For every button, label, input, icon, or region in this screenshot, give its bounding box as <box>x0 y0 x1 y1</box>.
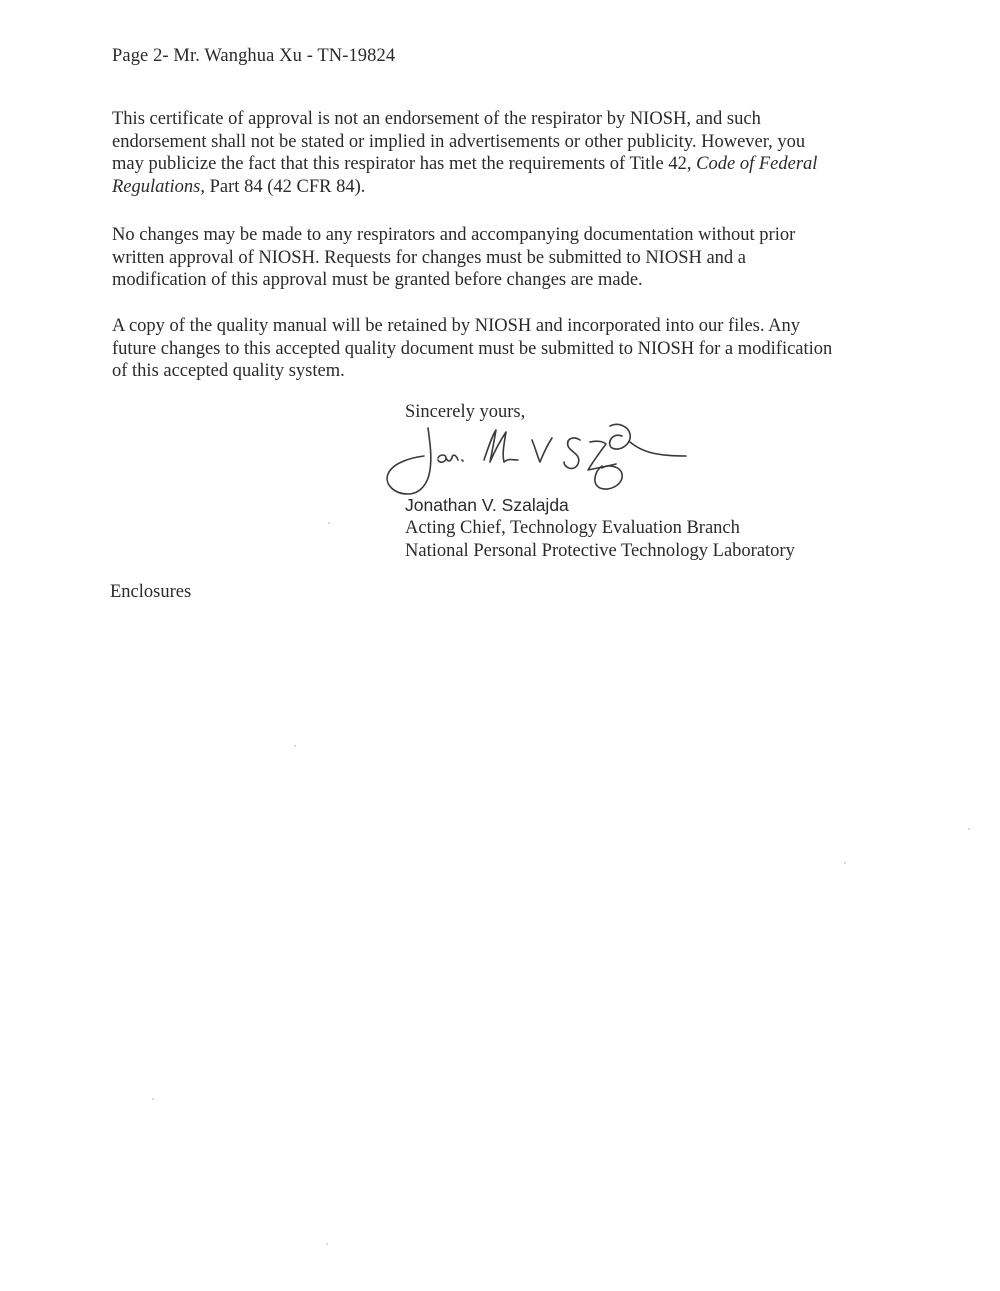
paragraph-line: modification of this approval must be granted before changes are made. <box>112 270 643 290</box>
signer-name: Jonathan V. Szalajda <box>405 495 569 515</box>
scan-speck <box>968 828 970 830</box>
scan-speck <box>844 862 846 864</box>
paragraph-changes <box>112 224 902 292</box>
paragraph-line <box>112 176 902 199</box>
paragraph-line <box>112 153 902 176</box>
paragraph-quality-manual <box>112 315 902 383</box>
cfr-title-italic: Code of Federal <box>696 154 818 174</box>
signature-block <box>405 494 795 563</box>
cfr-title-italic: Regulations <box>112 176 201 197</box>
scan-speck <box>328 522 330 524</box>
signer-organization: National Personal Protective Technology Laboratory <box>405 541 795 561</box>
signer-title: Acting Chief, Technology Evaluation Branch <box>405 518 740 538</box>
paragraph-line: No changes may be made to any respirators and accompanying documentation without prior <box>112 225 796 245</box>
paragraph-line: of this accepted quality system. <box>112 361 345 381</box>
scan-speck <box>294 745 296 747</box>
paragraph-line: endorsement shall not be stated or implied in advertisements or other publicity. However, you <box>112 131 806 152</box>
enclosures-label: Enclosures <box>110 582 192 602</box>
paragraph-line: This certificate of approval is not an endorsement of the respirator by NIOSH, and such <box>112 109 761 129</box>
scan-speck <box>152 1098 154 1100</box>
paragraph-line: written approval of NIOSH. Requests for changes must be submitted to NIOSH and a <box>112 247 747 268</box>
paragraph-line: A copy of the quality manual will be retained by NIOSH and incorporated into our files. Any <box>112 316 800 336</box>
page-header: Page 2- Mr. Wanghua Xu - TN-19824 <box>112 46 396 66</box>
closing-salutation: Sincerely yours, <box>405 402 526 422</box>
paragraph-text: may publicize the fact that this respirator has met the requirements of Title 42, <box>112 154 697 174</box>
paragraph-endorsement <box>112 108 902 198</box>
paragraph-line: future changes to this accepted quality document must be submitted to NIOSH for a modification <box>112 338 833 359</box>
paragraph-text: , Part 84 (42 CFR 84). <box>200 176 366 197</box>
scan-speck <box>326 1243 328 1245</box>
